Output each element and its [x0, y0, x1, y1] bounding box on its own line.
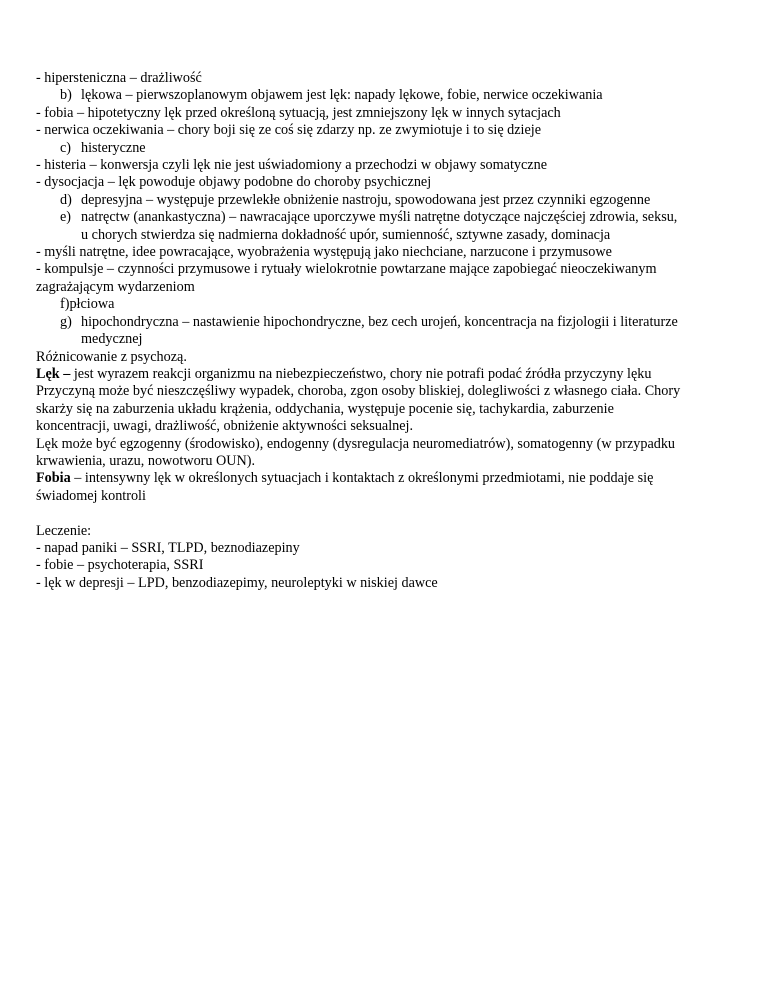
section-heading: Leczenie:: [36, 522, 92, 539]
definition-text: jest wyrazem reakcji organizmu na niebezpieczeństwo, chory nie potrafi podać źródła przyczyny lęku: [70, 365, 652, 382]
definition-line: [36, 366, 726, 383]
term-bold: Lęk –: [36, 365, 71, 382]
text-line: - hipersteniczna – drażliwość: [36, 70, 202, 86]
term-bold: Fobia: [36, 470, 71, 487]
section-heading: Różnicowanie z psychozą.: [36, 348, 187, 365]
list-item-text: u chorych stwierdza się nadmierna dokładność upór, sumienność, sztywne zasady, dominacja: [81, 226, 611, 243]
list-marker: d): [60, 191, 72, 208]
list-item-text: depresyjna – występuje przewlekłe obniżenie nastroju, spowodowana jest przez czynniki egzogenne: [81, 191, 651, 208]
text-line: - lęk w depresji – LPD, benzodiazepimy, neuroleptyki w niskiej dawce: [36, 574, 438, 591]
text-line: Lęk może być egzogenny (środowisko), endogenny (dysregulacja neuromediatrów), somatogenny (w przypadku: [36, 435, 676, 452]
text-line: - napad paniki – SSRI, TLPD, beznodiazepiny: [36, 539, 300, 556]
text-line: świadomej kontroli: [36, 487, 146, 504]
list-item: f)płciowa: [60, 296, 115, 313]
definition-text: – intensywny lęk w określonych sytuacjach i kontaktach z określonymi przedmiotami, nie poddaje się: [70, 470, 654, 487]
text-line: zagrażającym wydarzeniom: [36, 278, 195, 295]
text-line: - dysocjacja – lęk powoduje objawy podobne do choroby psychicznej: [36, 174, 432, 191]
blank-line: [36, 505, 726, 522]
text-line: - fobia – hipotetyczny lęk przed określoną sytuacją, jest zmniejszony lęk w innych sytacjach: [36, 104, 561, 121]
text-line: skarży się na zaburzenia układu krążenia, oddychania, występuje pocenie się, tachykardia, zaburzenie: [36, 400, 614, 417]
text-line: - nerwica oczekiwania – chory boji się ze coś się zdarzy np. ze zwymiotuje i to się dzieje: [36, 122, 542, 139]
list-item-text: histeryczne: [81, 139, 146, 156]
list-marker: c): [60, 139, 72, 156]
list-item: [36, 209, 726, 244]
list-item-text: medycznej: [81, 331, 143, 348]
list-item: [36, 140, 726, 157]
list-item-text: natręctw (anankastyczna) – nawracające uporczywe myśli natrętne dotyczące najczęściej zdrowia, seksu,: [81, 209, 678, 226]
text-line: krwawienia, urazu, nowotworu OUN).: [36, 452, 256, 469]
list-marker: b): [60, 87, 72, 104]
text-line: koncentracji, uwagi, drażliwość, obniżenie aktywności seksualnej.: [36, 418, 414, 435]
list-marker: g): [60, 313, 72, 330]
text-line: Przyczyną może być nieszczęśliwy wypadek, choroba, zgon osoby bliskiej, dolegliwości z własnego ciała. Chory: [36, 383, 681, 400]
text-line: - histeria – konwersja czyli lęk nie jest uświadomiony a przechodzi w objawy somatyczne: [36, 157, 547, 174]
text-line: - myśli natrętne, idee powracające, wyobrażenia występują jako niechciane, narzucone i przymusowe: [36, 244, 612, 261]
document-page: [36, 70, 726, 592]
list-item: [36, 192, 726, 209]
list-item: [36, 314, 726, 349]
text-line: - fobie – psychoterapia, SSRI: [36, 557, 204, 574]
list-item-text: lękowa – pierwszoplanowym objawem jest lęk: napady lękowe, fobie, nerwice oczekiwania: [81, 87, 603, 104]
list-item-text: hipochondryczna – nastawienie hipochondryczne, bez cech urojeń, koncentracja na fizjologii i literaturze: [81, 313, 678, 330]
text-line: - kompulsje – czynności przymusowe i rytuały wielokrotnie powtarzane mające zapobiegać nieoczekiwanym: [36, 261, 657, 278]
list-item: [36, 87, 726, 104]
definition-line: [36, 470, 726, 487]
list-marker: e): [60, 209, 72, 226]
